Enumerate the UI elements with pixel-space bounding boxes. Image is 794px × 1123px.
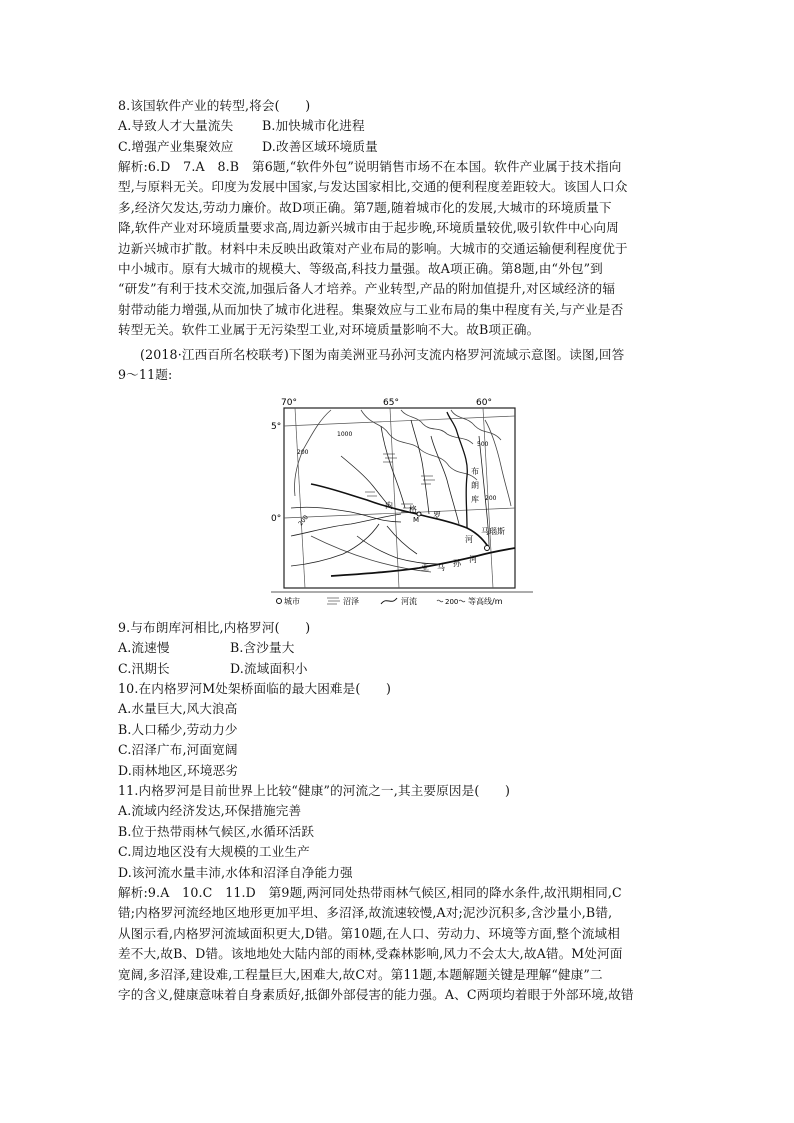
analysis-line: 转型无关。软件工业属于无污染型工业,对环境质量影响不大。故B项正确。 bbox=[118, 322, 540, 338]
legend-city-icon bbox=[277, 599, 282, 604]
contour-label: 1000 bbox=[337, 431, 353, 438]
question-8-stem: 8.该国软件产业的转型,将会( ) bbox=[118, 98, 311, 113]
question-10-stem: 10.在内格罗河M处架桥面临的最大困难是( ) bbox=[118, 681, 392, 696]
q9-option-b[interactable]: B.含沙量大 bbox=[230, 640, 295, 656]
negro-river-basin-map bbox=[271, 396, 533, 608]
river-label: 库 bbox=[471, 495, 479, 504]
q10-option-b[interactable]: B.人口稀少,劳动力少 bbox=[118, 721, 238, 737]
q9-option-d[interactable]: D.流域面积小 bbox=[230, 660, 308, 676]
river-label: 河 bbox=[469, 555, 477, 564]
question-11-stem: 11.内格罗河是目前世界上比较“健康”的河流之一,其主要原因是( ) bbox=[118, 783, 511, 798]
question-11 bbox=[118, 781, 684, 883]
legend-river-icon bbox=[381, 598, 397, 604]
q10-option-d[interactable]: D.雨林地区,环境恶劣 bbox=[118, 762, 239, 778]
q9-option-c[interactable]: C.汛期长 bbox=[118, 660, 170, 676]
analysis-line: 解析:6.D 7.A 8.B 第6题,“软件外包”说明销售市场不在本国。软件产业属于技术指向 bbox=[118, 159, 622, 174]
q8-option-d[interactable]: D.改善区域环境质量 bbox=[262, 138, 378, 154]
lat-label-0: 0° bbox=[271, 514, 282, 524]
analysis-line: 差不大,故B、D错。该地地处大陆内部的雨林,受森林影响,风力不会太大,故A错。M处河面 bbox=[118, 946, 623, 962]
contour-label: 200 bbox=[297, 449, 309, 456]
river-label: 亚 bbox=[421, 563, 429, 572]
legend-contour-value: 200 bbox=[445, 598, 459, 606]
lon-label-70: 70° bbox=[281, 398, 297, 408]
river-label: 罗 bbox=[433, 511, 441, 520]
manaus-city-icon bbox=[485, 546, 490, 551]
tributaries bbox=[291, 420, 489, 566]
question-9 bbox=[118, 618, 684, 679]
river-label: 孙 bbox=[453, 559, 461, 568]
point-m-label: M bbox=[413, 516, 420, 524]
analysis-line: 边新兴城市扩散。材料中未反映出政策对产业布局的影响。大城市的交通运输便利程度优于 bbox=[118, 240, 628, 256]
lat-label-5: 5° bbox=[271, 422, 282, 432]
q8-option-b[interactable]: B.加快城市化进程 bbox=[262, 118, 365, 134]
analysis-line: 中小城市。原有大城市的规模大、等级高,科技力量强。故A项正确。第8题,由“外包”到 bbox=[118, 261, 603, 277]
q11-option-b[interactable]: B.位于热带雨林气候区,水循环活跃 bbox=[118, 823, 315, 839]
legend-swamp-icon bbox=[327, 598, 340, 604]
q10-option-c[interactable]: C.沼泽广布,河面宽阔 bbox=[118, 742, 238, 758]
analysis-line: 宽阔,多沼泽,建设难,工程量巨大,困难大,故C对。第11题,本题解题关键是理解“健康”二 bbox=[118, 966, 603, 982]
question-8 bbox=[118, 96, 684, 157]
legend-river: 河流 bbox=[401, 597, 417, 606]
river-label: 内 bbox=[385, 501, 393, 510]
q11-option-c[interactable]: C.周边地区没有大规模的工业生产 bbox=[118, 844, 310, 860]
q8-option-a[interactable]: A.导致人才大量流失 bbox=[118, 118, 234, 134]
contour-label: 500 bbox=[477, 441, 489, 448]
analysis-line: 字的含义,健康意味着自身素质好,抵御外部侵害的能力强。A、C两项均着眼于外部环境,故错 bbox=[118, 987, 634, 1003]
question-10 bbox=[118, 679, 684, 781]
analysis-6-8 bbox=[118, 157, 684, 341]
analysis-9-11 bbox=[118, 883, 684, 1005]
legend-city: 城市 bbox=[284, 597, 300, 606]
legend-contour-icon bbox=[437, 600, 443, 602]
river-label: 马 bbox=[437, 563, 445, 572]
contour-label: 200 bbox=[485, 495, 497, 502]
analysis-line: 解析:9.A 10.C 11.D 第9题,两河同处热带雨林气候区,相同的降水条件,故汛期相同,C bbox=[118, 885, 622, 900]
analysis-line: 多,经济欠发达,劳动力廉价。故D项正确。第7题,随着城市化的发展,大城市的环境质量下 bbox=[118, 199, 612, 215]
intro-line: 9～11题: bbox=[118, 367, 173, 383]
lon-label-65: 65° bbox=[383, 398, 399, 408]
legend-swamp: 沼泽 bbox=[343, 597, 359, 606]
contour-label: 200 bbox=[297, 514, 310, 528]
question-9-stem: 9.与布朗库河相比,内格罗河( ) bbox=[118, 620, 311, 635]
analysis-line: 从图示看,内格罗河流域面积更大,D错。第10题,在人口、劳动力、环境等方面,整个流域相 bbox=[118, 925, 620, 941]
question-intro bbox=[118, 345, 684, 386]
q9-option-a[interactable]: A.流速慢 bbox=[118, 640, 170, 656]
analysis-line: 降,软件产业对环境质量要求高,周边新兴城市由于起步晚,环境质量较优,吸引软件中心向周 bbox=[118, 220, 619, 236]
legend-contour: 等高线/m bbox=[468, 597, 503, 606]
q10-option-a[interactable]: A.水量巨大,风大浪高 bbox=[118, 701, 238, 717]
intro-line: (2018·江西百所名校联考)下图为南美洲亚马孙河支流内格罗河流域示意图。读图,回答 bbox=[140, 347, 625, 362]
river-label: 格 bbox=[409, 505, 417, 514]
lon-label-60: 60° bbox=[476, 398, 492, 408]
q11-option-d[interactable]: D.该河流水量丰沛,水体和沼泽自净能力强 bbox=[118, 864, 353, 880]
manaus-label: 马瑙斯 bbox=[481, 527, 505, 536]
q11-option-a[interactable]: A.流域内经济发达,环保措施完善 bbox=[118, 803, 302, 819]
river-label: 朗 bbox=[471, 481, 479, 490]
analysis-line: 型,与原料无关。印度为发展中国家,与发达国家相比,交通的便利程度差距较大。该国人口众 bbox=[118, 179, 628, 195]
analysis-line: 射带动能力增强,从而加快了城市化进程。集聚效应与工业布局的集中程度有关,与产业是否 bbox=[118, 301, 624, 317]
river-label: 布 bbox=[471, 467, 479, 476]
q8-option-c[interactable]: C.增强产业集聚效应 bbox=[118, 138, 234, 154]
analysis-line: “研发”有利于技术交流,加强后备人才培养。产业转型,产品的附加值提升,对区域经济的辐 bbox=[118, 281, 616, 297]
river-label: 河 bbox=[465, 535, 473, 544]
analysis-line: 错;内格罗河流经地区地形更加平坦、多沼泽,故流速较慢,A对;泥沙沉积多,含沙量小,B错, bbox=[118, 905, 613, 921]
